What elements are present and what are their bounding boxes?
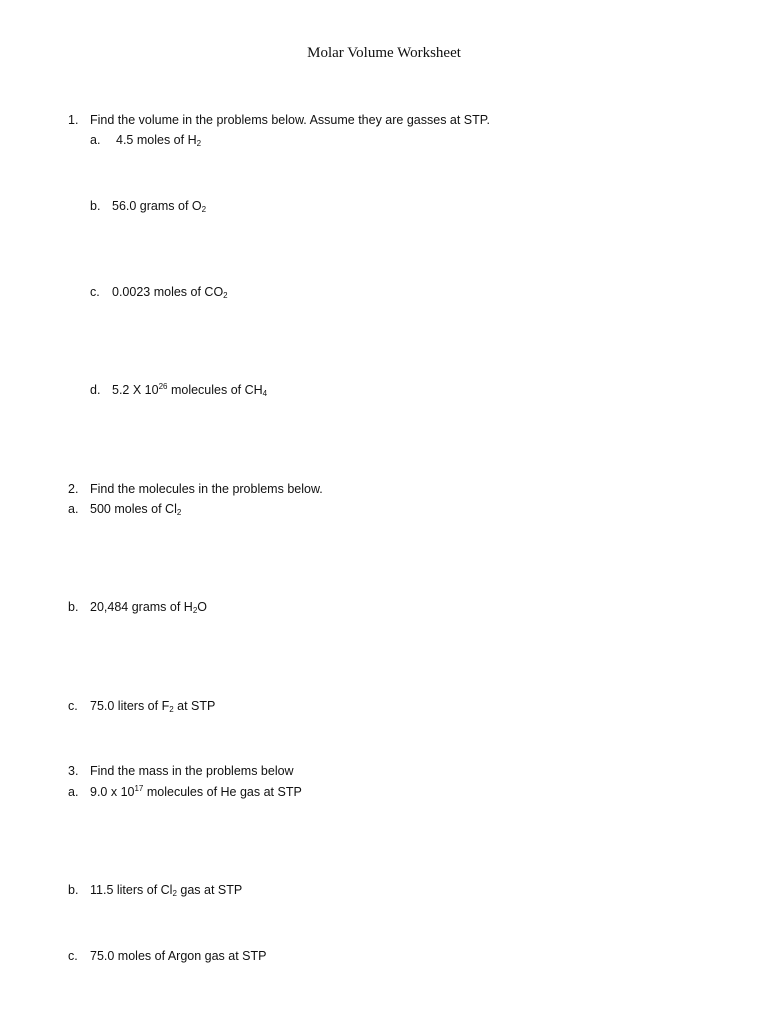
question-1c-text: 0.0023 moles of CO (112, 285, 224, 299)
question-1b-subscript: 2 (201, 205, 207, 214)
question-1b (90, 198, 206, 214)
question-3a (68, 784, 302, 800)
question-2c-text: 75.0 liters of F (90, 699, 170, 713)
question-3a-superscript: 17 (134, 784, 144, 793)
question-3a-text: 9.0 x 10 (90, 785, 135, 799)
question-3b-subscript: 2 (172, 889, 177, 898)
question-1c-subscript: 2 (223, 291, 228, 300)
question-2b-subscript: 2 (192, 606, 198, 615)
question-1-prompt: Find the volume in the problems below. Assume they are gasses at STP. (90, 113, 490, 127)
question-1d (90, 382, 267, 398)
question-2c-marker: c. (68, 699, 78, 713)
question-3-prompt: Find the mass in the problems below (90, 764, 294, 778)
question-1c-marker: c. (90, 285, 100, 299)
question-3b (68, 882, 242, 898)
question-2a-subscript: 2 (176, 508, 182, 517)
question-3b-text-end: gas at STP (176, 883, 243, 897)
question-1d-text: 5.2 X 10 (112, 383, 159, 397)
question-1a-text: 4.5 moles of H (116, 133, 197, 147)
question-1d-marker: d. (90, 383, 101, 397)
question-2c (68, 698, 215, 714)
question-1a-marker: a. (90, 133, 101, 147)
question-3-number: 3. (68, 764, 79, 778)
question-1d-subscript: 4 (262, 389, 268, 398)
question-3c-text: 75.0 moles of Argon gas at STP (90, 949, 267, 963)
question-1 (68, 112, 490, 128)
question-3 (68, 763, 294, 779)
question-2a-marker: a. (68, 502, 79, 516)
question-3a-text-end: molecules of He gas at STP (143, 785, 302, 799)
question-1a-subscript: 2 (196, 139, 202, 148)
question-2c-text-end: at STP (173, 699, 216, 713)
question-2b-text-end: O (197, 600, 208, 614)
question-2b (68, 599, 207, 615)
question-2a-text: 500 moles of Cl (90, 502, 177, 516)
question-2a (68, 501, 181, 517)
question-2 (68, 481, 323, 497)
question-2c-subscript: 2 (169, 705, 174, 714)
question-3c (68, 948, 267, 964)
question-1d-text-continued: molecules of CH (167, 383, 263, 397)
question-2b-marker: b. (68, 600, 79, 614)
question-1d-superscript: 26 (158, 382, 168, 391)
question-3a-marker: a. (68, 785, 79, 799)
question-2b-text: 20,484 grams of H (90, 600, 193, 614)
question-1b-text: 56.0 grams of O (112, 199, 202, 213)
question-3b-marker: b. (68, 883, 79, 897)
question-1a (90, 132, 201, 148)
question-1c (90, 284, 228, 300)
question-1-number: 1. (68, 113, 79, 127)
question-2-number: 2. (68, 482, 79, 496)
worksheet-title: Molar Volume Worksheet (307, 45, 461, 61)
question-3c-marker: c. (68, 949, 78, 963)
question-1b-marker: b. (90, 199, 101, 213)
question-2-prompt: Find the molecules in the problems below. (90, 482, 323, 496)
question-3b-text: 11.5 liters of Cl (90, 883, 173, 897)
